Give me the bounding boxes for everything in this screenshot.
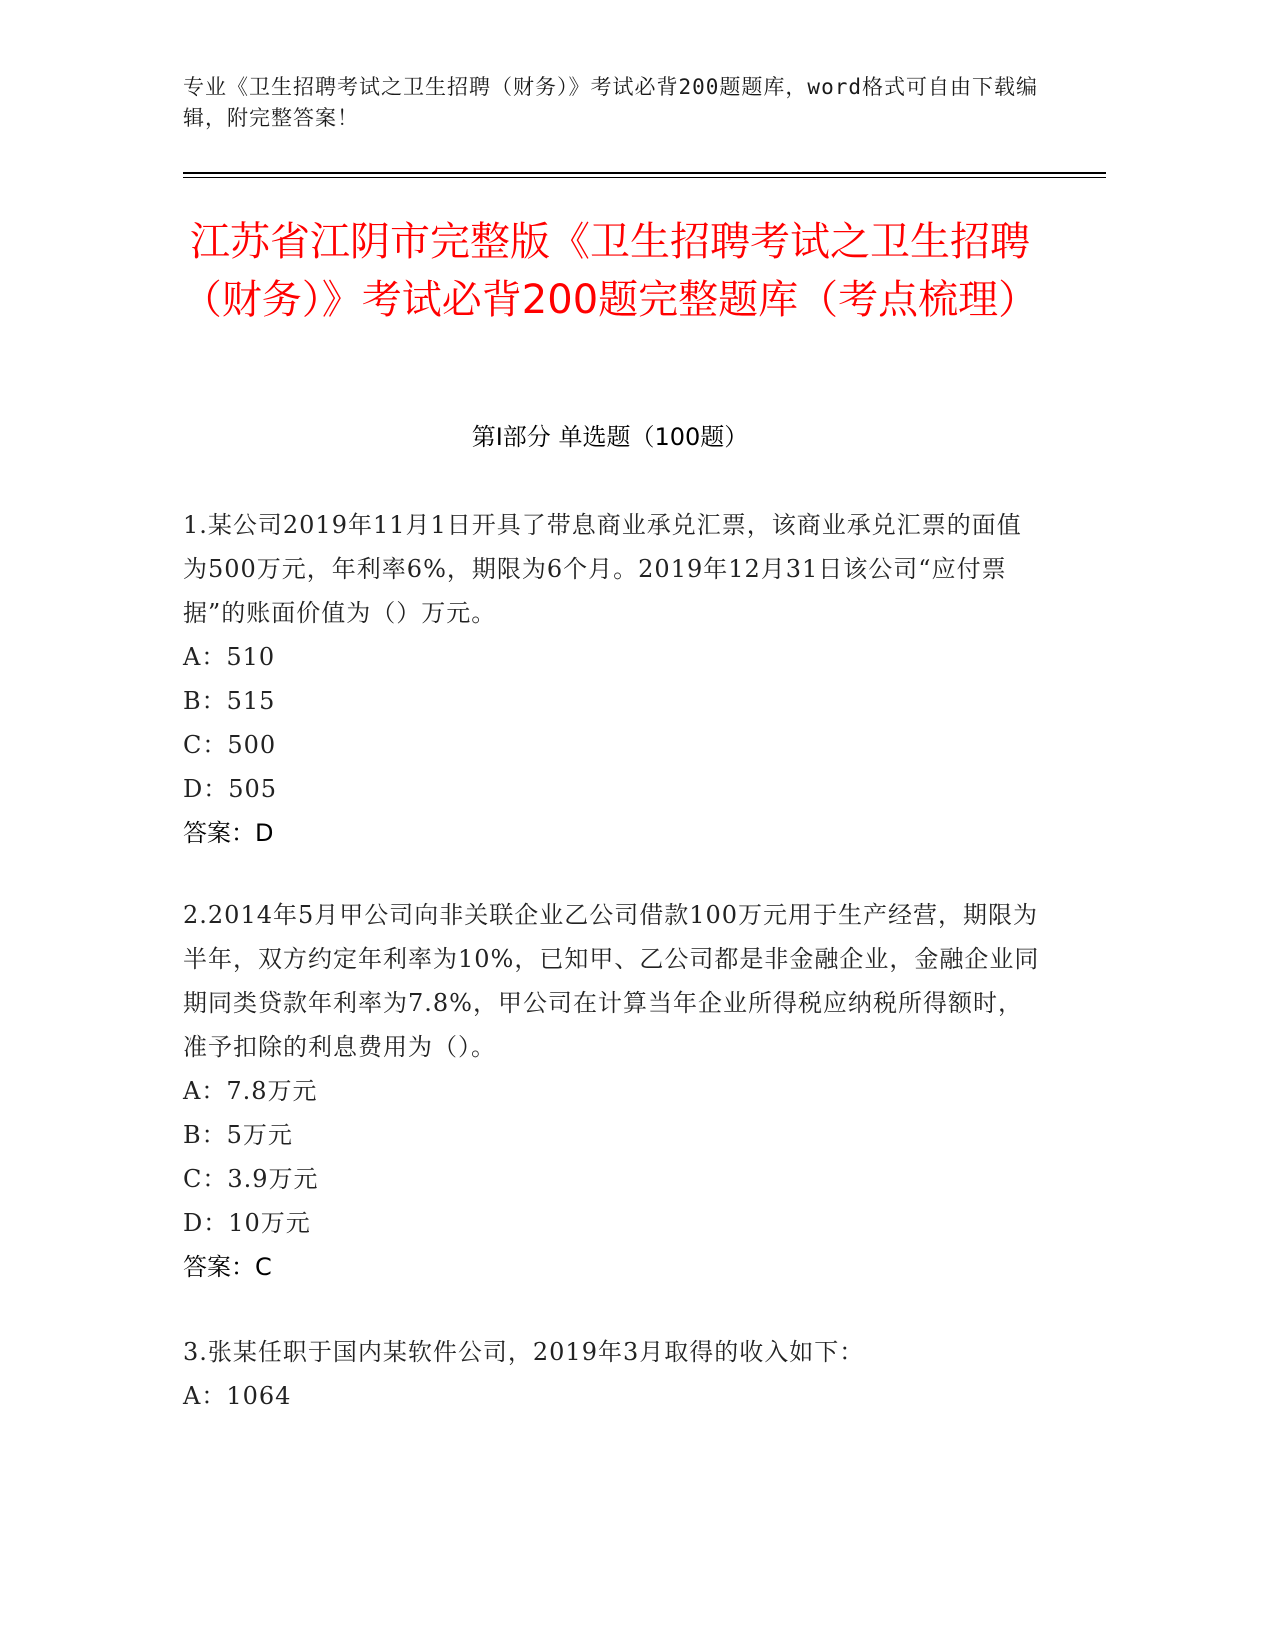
- question-3: [183, 1330, 1043, 1418]
- question-stem: 3.张某任职于国内某软件公司，2019年3月取得的收入如下：: [183, 1338, 865, 1366]
- option-b: B：5万元: [183, 1121, 293, 1149]
- option-a: A：1064: [183, 1382, 292, 1410]
- option-c: C：500: [183, 731, 277, 759]
- header-divider-thin: [183, 177, 1106, 178]
- option-a: A：510: [183, 643, 276, 671]
- header-divider-thick: [183, 172, 1106, 174]
- option-d: D：505: [183, 775, 278, 803]
- option-d: D：10万元: [183, 1209, 311, 1237]
- option-a: A：7.8万元: [183, 1077, 318, 1105]
- answer: 答案：D: [183, 819, 274, 847]
- option-b: B：515: [183, 687, 276, 715]
- question-1: [183, 503, 1043, 855]
- question-stem: 2.2014年5月甲公司向非关联企业乙公司借款100万元用于生产经营，期限为半年，双方约定年利率为10%，已知甲、乙公司都是非金融企业，金融企业同期同类贷款年利率为7.8%，甲公司在计算当年企业所得税应纳税所得额时，准予扣除的利息费用为（）。: [183, 901, 1040, 1061]
- section-title: 第Ⅰ部分 单选题（100题）: [471, 423, 749, 451]
- document-title: 江苏省江阴市完整版《卫生招聘考试之卫生招聘（财务）》考试必背200题完整题库（考点梳理）: [181, 219, 1039, 323]
- header-note: 专业《卫生招聘考试之卫生招聘（财务）》考试必背200题题库，word格式可自由下载编辑，附完整答案！: [183, 75, 1038, 130]
- question-2: [183, 893, 1043, 1289]
- question-stem: 1.某公司2019年11月1日开具了带息商业承兑汇票，该商业承兑汇票的面值为500万元，年利率6%，期限为6个月。2019年12月31日该公司“应付票据”的账面价值为（）万元。: [183, 511, 1022, 627]
- option-c: C：3.9万元: [183, 1165, 319, 1193]
- answer: 答案：C: [183, 1253, 272, 1281]
